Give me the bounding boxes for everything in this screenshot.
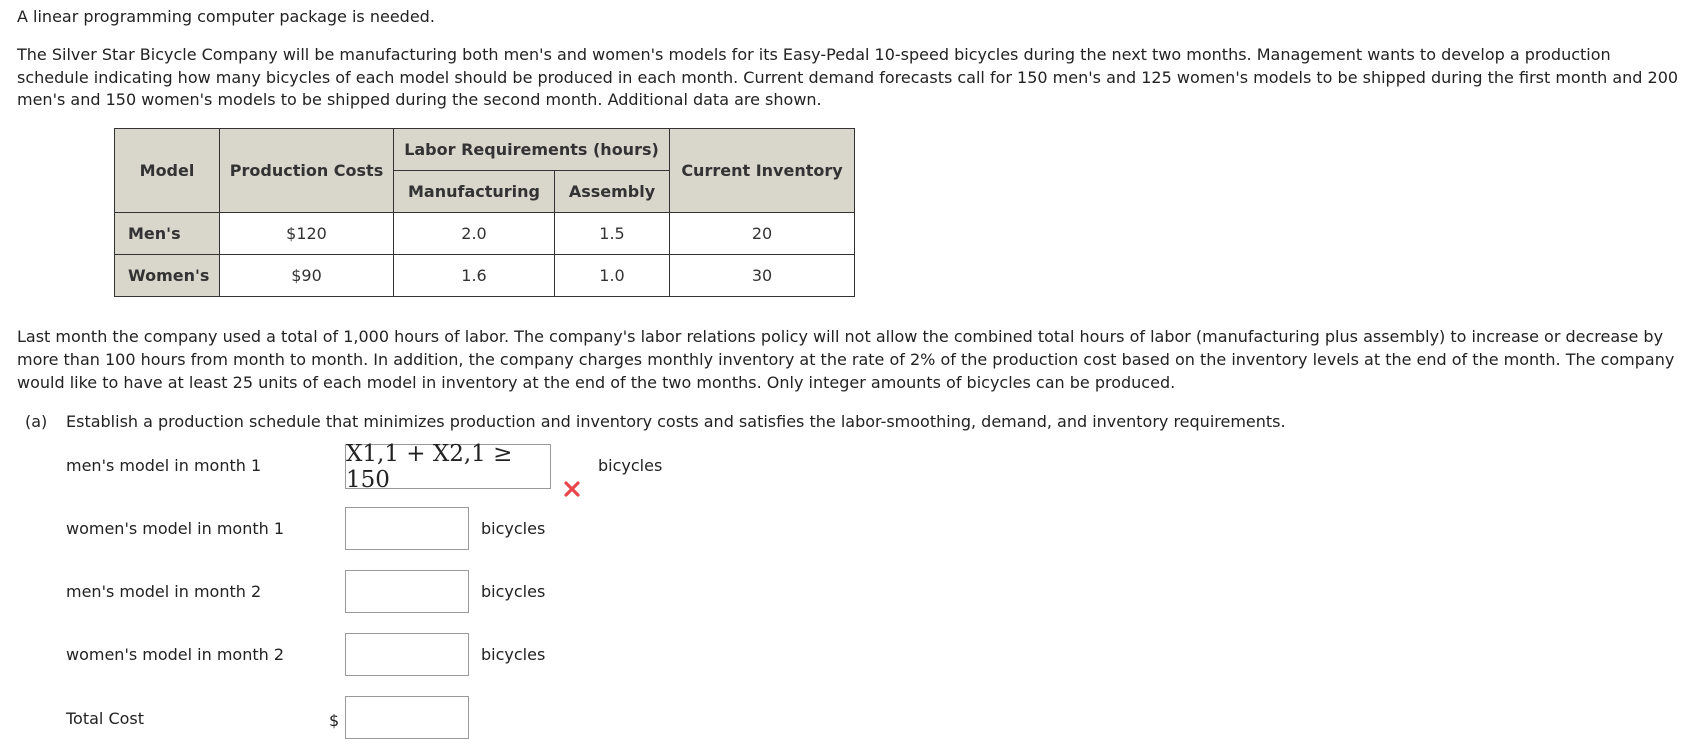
header-labor-requirements: Labor Requirements (hours): [394, 129, 670, 171]
men-month2-unit: bicycles: [481, 582, 546, 601]
problem-paragraph: The Silver Star Bicycle Company will be manufacturing both men's and women's models for its Easy-Pedal 10-speed bicycles during the next two months. Management wants to develop a production schedule indicating how many bicycles of each model should be produced in each month. Current demand forecasts call for 150 men's and 125 women's models to be shipped during the first month and 200 men's and 150 women's models to be shipped during the second month. Additional data are shown.: [17, 45, 1679, 109]
header-production-costs: Production Costs: [220, 129, 394, 213]
header-model: Model: [115, 129, 220, 213]
row-manufacturing: 1.6: [394, 255, 555, 297]
women-month2-input[interactable]: [345, 633, 469, 676]
total-cost-label: Total Cost: [66, 709, 145, 728]
women-month1-unit: bicycles: [481, 519, 546, 538]
women-month1-label: women's model in month 1: [66, 519, 285, 538]
data-table: [114, 128, 855, 297]
question-a: [25, 411, 1286, 433]
row-assembly: 1.0: [555, 255, 670, 297]
header-current-inventory: Current Inventory: [670, 129, 855, 213]
header-manufacturing: Manufacturing: [394, 171, 555, 213]
men-month1-unit: bicycles: [598, 456, 663, 475]
table-row: [115, 255, 855, 297]
women-month2-unit: bicycles: [481, 645, 546, 664]
row-assembly: 1.5: [555, 213, 670, 255]
row-inventory: 20: [670, 213, 855, 255]
men-month2-label: men's model in month 2: [66, 582, 262, 601]
constraints-paragraph: Last month the company used a total of 1,000 hours of labor. The company's labor relations policy will not allow the combined total hours of labor (manufacturing plus assembly) to increase or decrease by more than 100 hours from month to month. In addition, the company charges monthly inventory at the rate of 2% of the production cost based on the inventory levels at the end of the month. The company would like to have at least 25 units of each model in inventory at the end of the two months. Only integer amounts of bicycles can be produced.: [17, 327, 1675, 392]
dollar-sign: $: [329, 711, 340, 730]
intro-text: A linear programming computer package is needed.: [17, 7, 435, 26]
question-label: (a): [25, 412, 48, 431]
women-month2-label: women's model in month 2: [66, 645, 285, 664]
row-model: Men's: [115, 213, 220, 255]
question-text: Establish a production schedule that minimizes production and inventory costs and satisfies the labor-smoothing, demand, and inventory requirements.: [66, 412, 1286, 431]
row-model: Women's: [115, 255, 220, 297]
table-row: [115, 213, 855, 255]
row-inventory: 30: [670, 255, 855, 297]
men-month2-input[interactable]: [345, 570, 469, 613]
row-cost: $120: [220, 213, 394, 255]
row-cost: $90: [220, 255, 394, 297]
men-month1-label: men's model in month 1: [66, 456, 262, 475]
men-month1-input[interactable]: X1,1 + X2,1 ≥ 150: [345, 444, 551, 489]
women-month1-input[interactable]: [345, 507, 469, 550]
x-mark-icon: [562, 479, 582, 499]
row-manufacturing: 2.0: [394, 213, 555, 255]
header-assembly: Assembly: [555, 171, 670, 213]
total-cost-input[interactable]: [345, 696, 469, 739]
